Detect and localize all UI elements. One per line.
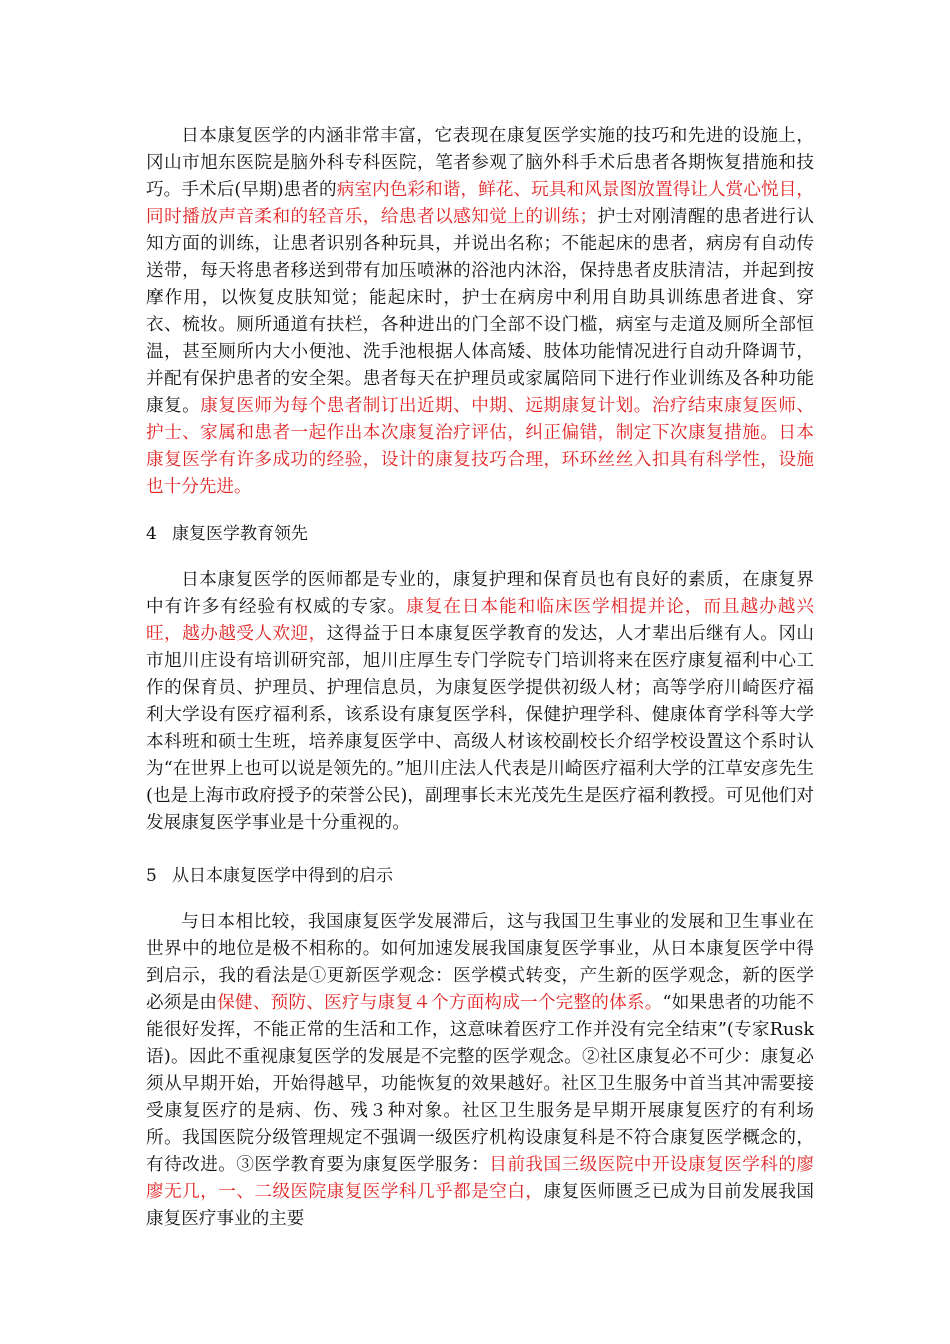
paragraph-text: 康复医师匮乏已成为目前发展我国康复医疗事业的主要 — [146, 1182, 814, 1229]
paragraph-inspiration — [146, 909, 814, 1233]
paragraph-rehab-techniques — [146, 123, 814, 501]
section-heading-5 — [146, 863, 814, 890]
paragraph-text: 日本康复医学的医师都是专业的，康复护理和保育员也有良好的素质，在康复界中有许多有经验有权威的专家。 — [146, 570, 814, 617]
paragraph-text: 这得益于日本康复医学教育的发达，人才辈出后继有人。冈山市旭川庄设有培训研究部，旭川庄厚生专门学院专门培训将来在医疗康复福利中心工作的保育员、护理员、护理信息员，为康复医学提供初级人材；高等学府川崎医疗福利大学设有医疗福利系，该系设有康复医学科，保健护理学科、健康体育学科等大学本科班和硕士生班，培养康复医学中、高级人材该校副校长介绍学校设置这个系时认为“在世界上也可以说是领先的。”旭川庄法人代表是川崎医疗福利大学的江草安彦先生(也是上海市政府授予的荣誉公民)，副理事长末光茂先生是医疗福利教授。可见他们对发展康复医学事业是十分重视的。 — [146, 624, 814, 833]
section-title: 从日本康复医学中得到的启示 — [172, 866, 393, 886]
highlighted-text: 保健、预防、医疗与康复４个方面构成一个完整的体系。 — [217, 993, 663, 1013]
section-number: 4 — [146, 524, 157, 544]
section-title: 康复医学教育领先 — [172, 524, 308, 544]
highlighted-text: 康复医师为每个患者制订出近期、中期、远期康复计划。治疗结束康复医师、护士、家属和患者一起作出本次康复治疗评估，纠正偏错，制定下次康复措施。日本康复医学有许多成功的经验，设计的康复技巧合理，环环丝丝入扣具有科学性，设施也十分先进。 — [146, 396, 814, 497]
paragraph-text: 日本康复医学的内涵非常丰富，它表现在康复医学实施的技巧和先进的设施上，冈山市旭东医院是脑外科专科医院，笔者参观了脑外科手术后患者各期恢复措施和技巧。手术后(早期)患者的 — [146, 126, 814, 200]
highlighted-text: 康复在日本能和临床医学相提并论，而且越办越兴旺，越办越受人欢迎， — [146, 597, 814, 644]
section-heading-4 — [146, 521, 814, 548]
section-number: 5 — [146, 866, 157, 886]
paragraph-text: “如果患者的功能不能很好发挥，不能正常的生活和工作，这意味着医疗工作并没有完全结束”(专家Rusk语)。因此不重视康复医学的发展是不完整的医学观念。②社区康复必不可少：康复必须从早期开始，开始得越早，功能恢复的效果越好。社区卫生服务中首当其冲需要接受康复医疗的是病、伤、残３种对象。社区卫生服务是早期开展康复医疗的有利场所。我国医院分级管理规定不强调一级医疗机构设康复科是不符合康复医学概念的，有待改进。③医学教育要为康复医学服务： — [146, 993, 814, 1175]
highlighted-text: 目前我国三级医院中开设康复医学科的廖廖无几，一、二级医院康复医学科几乎都是空白， — [146, 1155, 814, 1202]
paragraph-text: 与日本相比较，我国康复医学发展滞后，这与我国卫生事业的发展和卫生事业在世界中的地位是极不相称的。如何加速发展我国康复医学事业，从日本康复医学中得到启示，我的看法是①更新医学观念：医学模式转变，产生新的医学观念，新的医学必须是由 — [146, 912, 814, 1013]
highlighted-text: 病室内色彩和谐，鲜花、玩具和风景图放置得让人赏心悦目，同时播放声音柔和的轻音乐，给患者以感知觉上的训练； — [146, 180, 814, 227]
paragraph-education — [146, 567, 814, 837]
paragraph-text: 护士对刚清醒的患者进行认知方面的训练，让患者识别各种玩具，并说出名称；不能起床的患者，病房有自动传送带，每天将患者移送到带有加压喷淋的浴池内沐浴，保持患者皮肤清洁，并起到按摩作用，以恢复皮肤知觉；能起床时，护士在病房中利用自助具训练患者进食、穿衣、梳妆。厕所通道有扶栏，各种进出的门全部不设门槛，病室与走道及厕所全部恒温，甚至厕所内大小便池、洗手池根据人体高矮、肢体功能情况进行自动升降调节，并配有保护患者的安全架。患者每天在护理员或家属陪同下进行作业训练及各种功能康复。 — [146, 207, 814, 416]
